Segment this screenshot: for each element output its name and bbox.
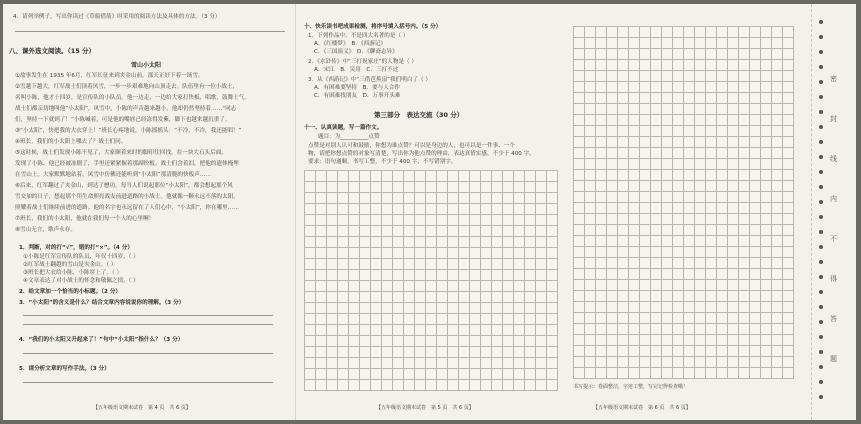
- article-line: 雪交加的日子，想起那个用生命照亮战友前进道路的小战士。他就像一颗永远不落的太阳，: [15, 194, 239, 200]
- q10-3-options-a: A．有困难要坚持 B．要与人合作: [314, 85, 400, 91]
- article-line: 照耀着战士们继续前进的道路。他的名字也永远留在了人们心中，“小太阳”，你在哪里……: [15, 205, 239, 211]
- article-line: ⑥后来，红军翻过了夹金山，到达了懋功。每当人们说起那位“小太阳”，都会想起那个风: [15, 183, 233, 189]
- article-line: ⑧雪山无言，歌声永存。: [15, 227, 76, 233]
- answer-line: [15, 31, 285, 32]
- article-line: ①故事发生在 1935 年6月，红军长征来到夹金山前，那天正好下着一场雪。: [15, 73, 204, 79]
- answer-line: [23, 324, 273, 325]
- article-title: 雪山小太阳: [131, 62, 162, 69]
- binding-hole: [819, 80, 823, 84]
- q10-2-options: A．宋江 B．吴用 C．三打不过: [314, 67, 399, 73]
- page-5: [295, 4, 580, 420]
- essay-writing-grid[interactable]: [304, 170, 558, 391]
- q10-2: 2．《水浒传》中“三打祝家庄”的人物是（ ）: [308, 59, 418, 65]
- binding-hole: [819, 350, 823, 354]
- q5-technique: 5．请分析文章的写作手法。（3 分）: [19, 366, 110, 372]
- binding-hole: [819, 275, 823, 279]
- binding-hole: [819, 380, 823, 384]
- binding-hole: [819, 230, 823, 234]
- binding-hole: [819, 320, 823, 324]
- binding-hole: [819, 215, 823, 219]
- section-8-heading: 八、课外选文阅读。（15 分）: [9, 47, 96, 55]
- q1-judge: 1．判断，对的打“√”，错的打“×”。（4 分）: [19, 245, 133, 251]
- essay-requirement-3: 要求：语句通顺，书写工整，不少于 400 字，不写错别字。: [308, 159, 457, 165]
- essay-topic: 题目：为__________点赞: [318, 134, 380, 140]
- article-line: 战士们都亲切地叫他“小太阳”。风雪中，小陈的声音越来越小，他却仍然坚持着……“同志: [15, 106, 237, 112]
- q1-item-d: ④文章表达了对小战士的怀念和敬佩之情。（ ）: [23, 278, 139, 284]
- binding-hole: [819, 20, 823, 24]
- binding-hole: [819, 35, 823, 39]
- answer-line: [23, 315, 273, 316]
- q4-little-sun: 4．“我们的小太阳又升起来了！”句中“小太阳”指什么？（3 分）: [19, 337, 184, 343]
- seal-char: 不: [830, 235, 837, 243]
- essay-requirement-1: 点赞是对别人认可和鼓励，你想为谁点赞？可以是身边的人，也可以是一件事、一个: [308, 143, 515, 149]
- q10-heading: 十、快乐读书吧成果检测，将序号填入括号内。（5 分）: [304, 24, 442, 30]
- page-4-footer: 【五年级语文期末试卷 第 4 页 共 6 页】: [93, 405, 191, 411]
- q10-1-options-b: C．《三国演义》 D．《聊斋志异》: [314, 49, 398, 55]
- binding-hole: [819, 290, 823, 294]
- binding-hole: [819, 365, 823, 369]
- binding-hole: [819, 50, 823, 54]
- seal-char: 线: [830, 155, 837, 163]
- binding-hole: [819, 260, 823, 264]
- page-6: [563, 4, 803, 420]
- article-line: ②雪越下越大，红军战士们顶着风雪，一步一步艰难地向山顶走去。队伍里有一位小战士，: [15, 84, 239, 90]
- binding-hole: [819, 110, 823, 114]
- binding-hole: [819, 155, 823, 159]
- article-line: ④班长，我们的小太阳上哪去了？战士们问。: [15, 139, 127, 145]
- binding-hole: [819, 335, 823, 339]
- binding-hole: [819, 65, 823, 69]
- binding-hole: [819, 395, 823, 399]
- seal-char: 封: [830, 115, 837, 123]
- seal-char: 答: [830, 315, 837, 323]
- essay-writing-grid-continued[interactable]: [573, 26, 794, 379]
- article-line: 发现了小陈，他已经被冻僵了，手里还紧紧握着那副快板。战士们含着泪，把他的遗体掩埋: [15, 161, 239, 167]
- binding-hole: [819, 245, 823, 249]
- binding-hole: [819, 95, 823, 99]
- q10-1: 1．下列作品中，不是四大名著的是（ ）: [308, 33, 409, 39]
- q2-subtitle: 2．给文章加一个恰当的小标题。（2 分）: [19, 289, 122, 295]
- q11-heading: 十一、认真读题，写一篇作文。: [304, 125, 383, 131]
- seal-char: 得: [830, 275, 837, 283]
- answer-line: [23, 382, 273, 383]
- q10-3: 3．从《西游记》中“三借芭蕉扇”我们明白了（ ）: [308, 77, 432, 83]
- binding-hole: [819, 140, 823, 144]
- part-3-heading: 第三部分 表达交流（30 分）: [374, 111, 464, 119]
- answer-line: [23, 353, 273, 354]
- binding-margin: [811, 4, 857, 420]
- essay-requirement-2: 物，请把你想点赞的对象写清楚，写出你为他点赞的理由，表达真情实感，不少于 400 字。: [308, 151, 535, 157]
- page-5-footer: 【五年级语文期末试卷 第 5 页 共 6 页】: [376, 405, 474, 411]
- q4-reading-method: 4．请列举例子，写出你读过《草船借箭》时采用的阅读方法及具体的方法。（3 分）: [13, 14, 221, 20]
- seal-char: 密: [830, 75, 837, 83]
- binding-hole: [819, 305, 823, 309]
- q3-meaning: 3．“小太阳”的含义是什么？结合文章内容说说你的理解。（3 分）: [19, 300, 185, 306]
- exam-sheet: [3, 4, 856, 420]
- q1-item-c: ③班长把大衣给小陈，小陈穿上了。（ ）: [23, 270, 123, 276]
- binding-hole: [819, 125, 823, 129]
- q1-item-b: ②红军战士翻越的雪山是夹金山。（ ）: [23, 262, 117, 268]
- page-6-footer: 【五年级语文期末试卷 第 6 页 共 6 页】: [593, 405, 691, 411]
- article-line: 在雪山上。大家默默地站着，风雪中仿佛还能听到“小太阳”那清脆的快板声……: [15, 172, 211, 178]
- q10-1-options-a: A．《红楼梦》 B．《西游记》: [314, 41, 386, 47]
- binding-hole: [819, 185, 823, 189]
- page-4: [3, 4, 303, 420]
- writing-tip: 书写提示：卷面整洁，字迹工整，写完记得检查哦！: [573, 384, 689, 390]
- seal-char: 题: [830, 355, 837, 363]
- binding-hole: [819, 170, 823, 174]
- article-line: ⑤这时候，战士们发现小陈不见了，大家顺着来时的脚印往回找，在一块大石头后面，: [15, 150, 227, 156]
- q1-item-a: ①小陈是红军宣传队的队员，年仅十四岁。（ ）: [23, 254, 139, 260]
- article-line: ⑦班长，我们的小太阳，他就在我们每一个人的心里啊！: [15, 216, 155, 222]
- seal-char: 内: [830, 195, 837, 203]
- article-line: ③“小太阳”，快把我的大衣穿上！”班长心疼地说。小陈摇摇头：“不冷，不冷，我还能唱！”: [15, 128, 242, 134]
- q10-3-options-b: C．有困难找朋友 D．万事开头难: [314, 93, 401, 99]
- binding-hole: [819, 200, 823, 204]
- article-line: 们，坚持一下就到了！”小陈喊着，可是他的嘴唇已经冻得发紫，脚下也越来越沉重了。: [15, 117, 231, 123]
- article-line: 名叫小陈，他才十四岁，是宣传队的小队员。他一边走，一边给大家打快板、唱歌，鼓舞士气。: [15, 95, 250, 101]
